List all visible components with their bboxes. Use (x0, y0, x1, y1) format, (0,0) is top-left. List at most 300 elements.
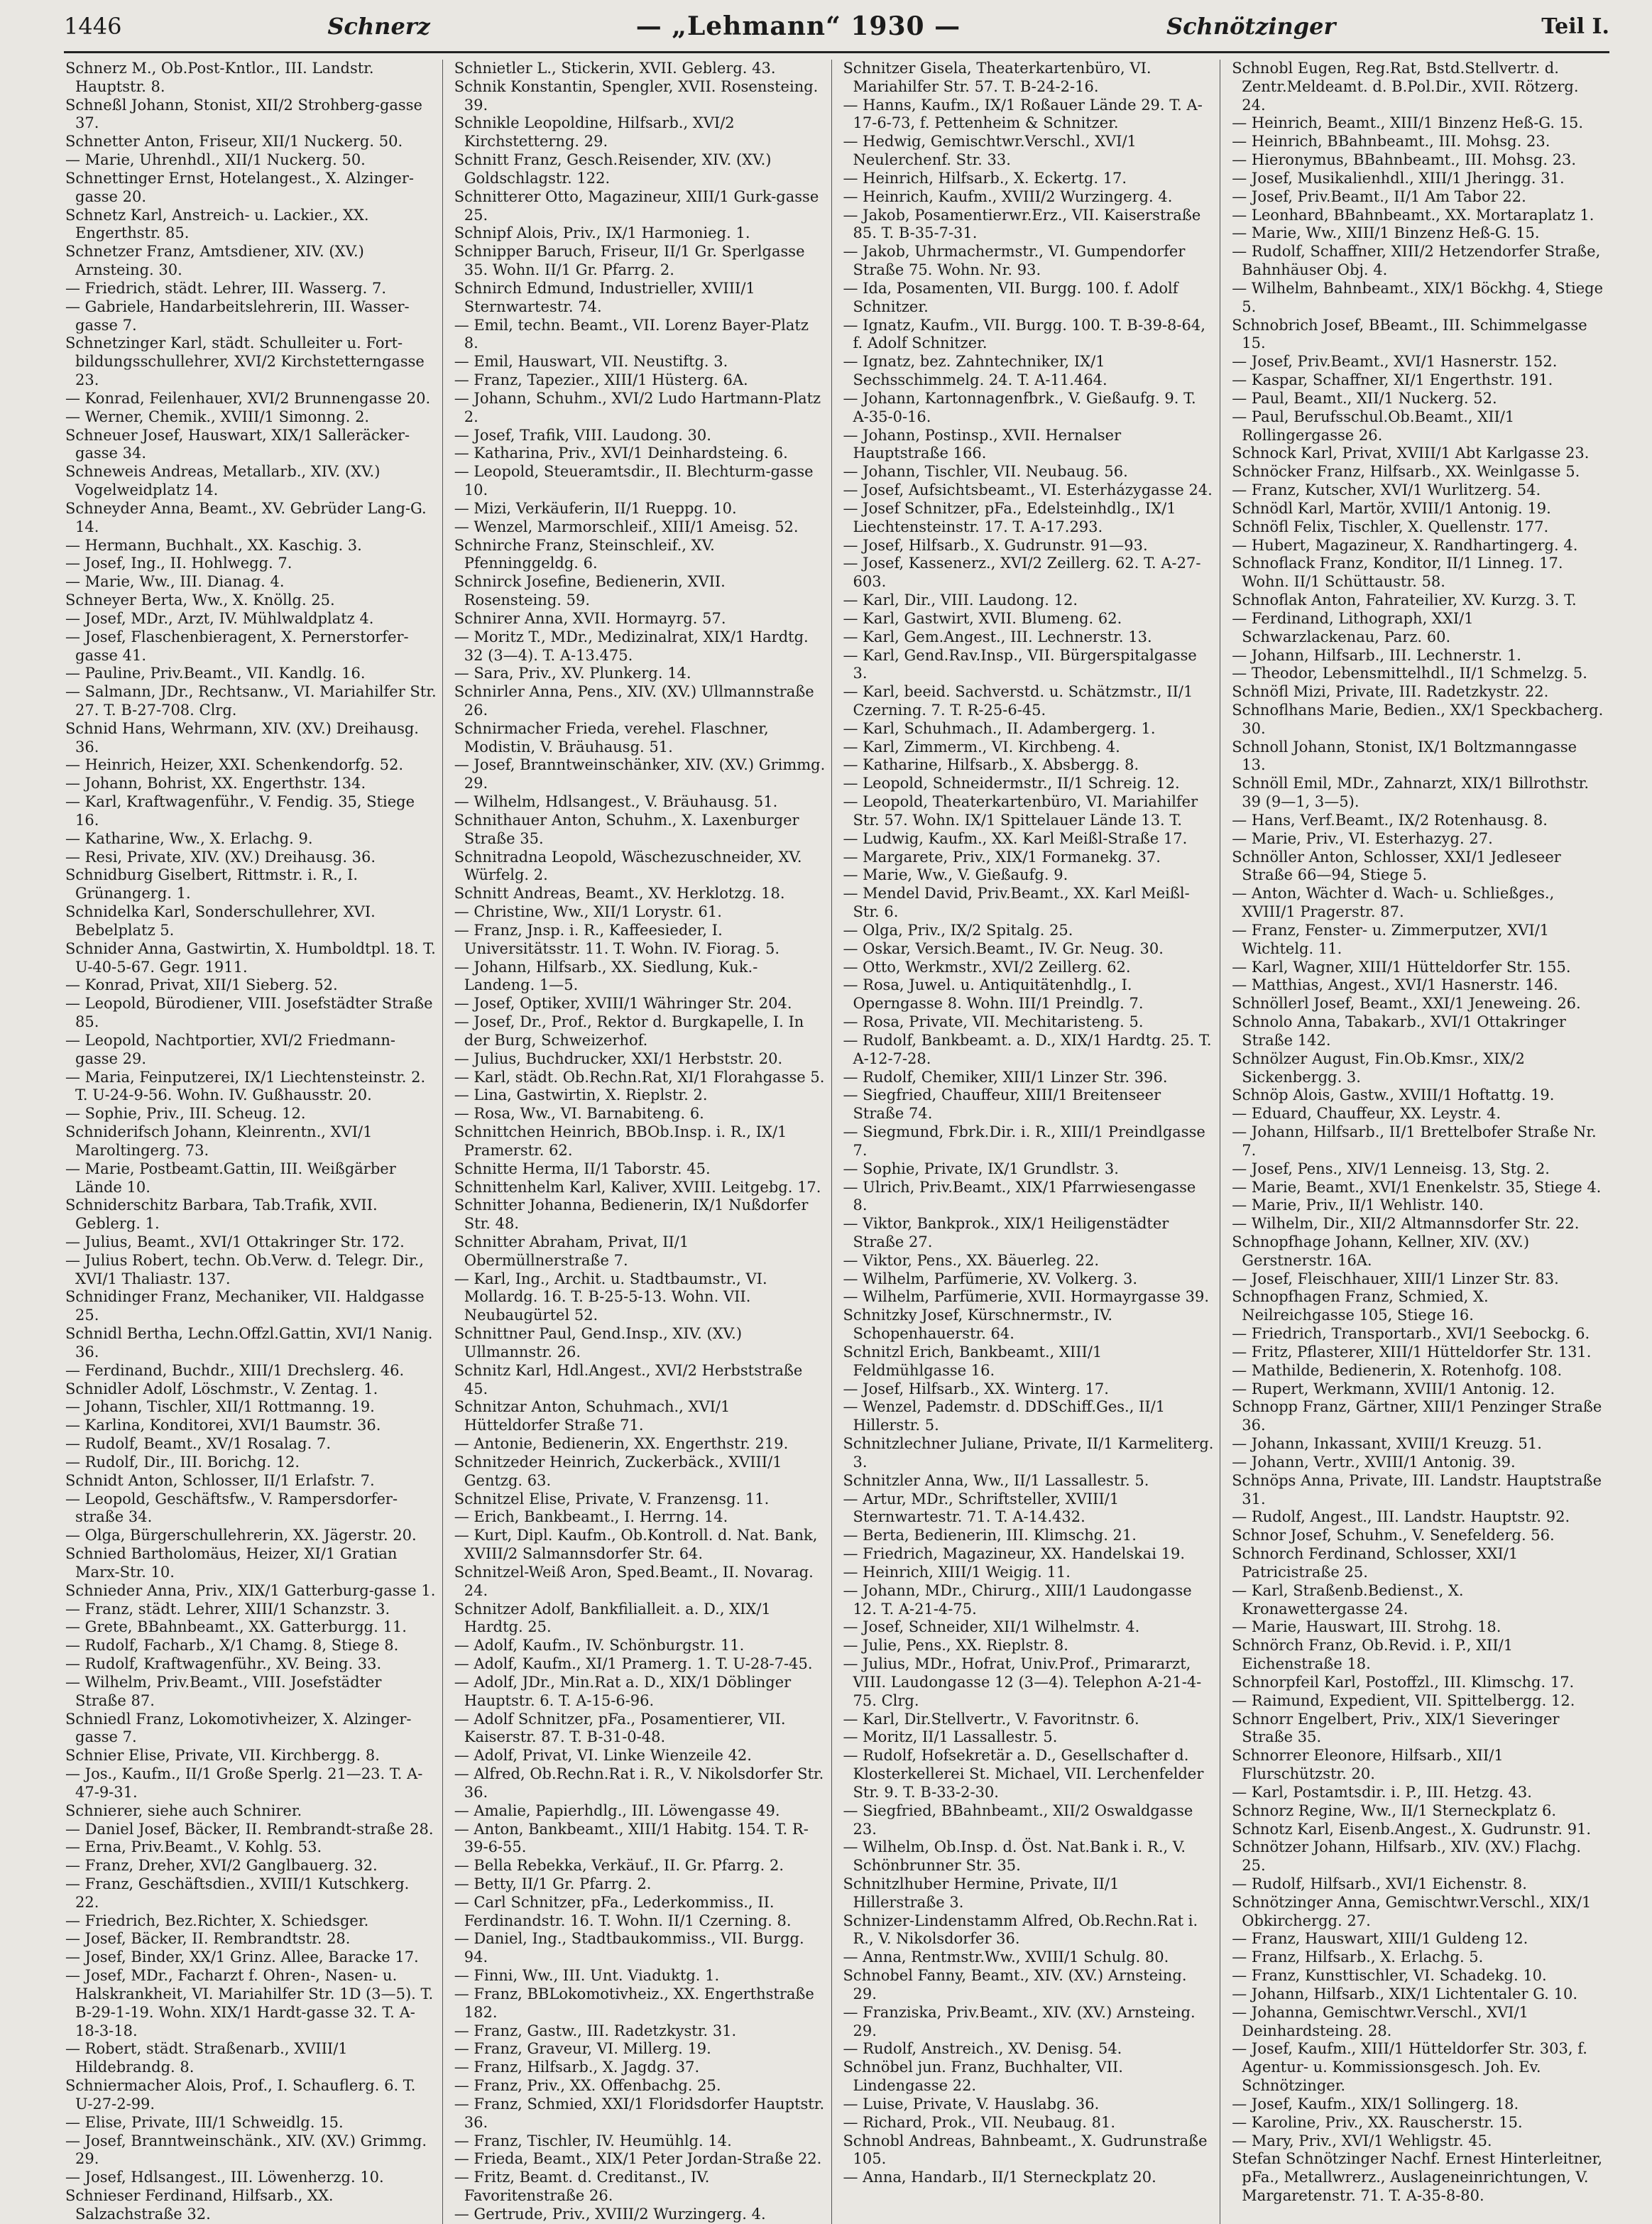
directory-entry: Schniedl Franz, Lokomotivheizer, X. Alzinger-gasse 7. (65, 1710, 412, 1746)
directory-entry: — Josef, Hilfsarb., XX. Winterg. 17. (843, 1380, 1109, 1397)
directory-entry: Schnierer, siehe auch Schnirer. (65, 1801, 302, 1819)
directory-entry: — Wenzel, Marmorschleif., XIII/1 Ameisg. 52. (454, 518, 799, 535)
directory-entry: — Betty, II/1 Gr. Pfarrg. 2. (454, 1875, 652, 1892)
directory-entry: — Rupert, Werkmann, XVIII/1 Antonig. 12. (1232, 1380, 1555, 1397)
directory-entry: — Gertrude, Priv., XVIII/2 Wurzingerg. 4. (454, 2205, 766, 2223)
directory-entry: Schnöfl Felix, Tischler, X. Quellenstr. 177. (1232, 518, 1549, 535)
directory-entry: — Josef, Schneider, XII/1 Wilhelmstr. 4. (843, 1618, 1140, 1636)
column-1 (64, 60, 443, 2224)
directory-entry: — Johann, Tischler, XII/1 Rottmanng. 19. (65, 1398, 375, 1416)
directory-entry: — Johann, Inkassant, XVIII/1 Kreuzg. 51. (1232, 1435, 1542, 1453)
directory-entry: — Ferdinand, Lithograph, XXI/1 Schwarzlackenau, Parz. 60. (1232, 609, 1474, 645)
directory-entry: — Johann, Vertr., XVIII/1 Antonig. 39. (1232, 1453, 1516, 1471)
directory-entry: Schnorrer Eleonore, Hilfsarb., XII/1 Flurschützstr. 20. (1232, 1747, 1504, 1783)
directory-entry: Schnidburg Giselbert, Rittmstr. i. R., I. Grünangerg. 1. (65, 866, 359, 903)
directory-entry: Schniderifsch Johann, Kleinrentn., XVI/1 Maroltingerg. 73. (65, 1123, 373, 1159)
directory-entry: — Siegfried, BBahnbeamt., XII/2 Oswaldgasse 23. (843, 1801, 1193, 1838)
directory-entry: — Rudolf, Bankbeamt. a. D., XIX/1 Hardtg. 25. T. A-12-7-28. (843, 1031, 1212, 1067)
directory-entry: — Josef, Hilfsarb., X. Gudrunstr. 91—93. (843, 536, 1148, 554)
directory-entry: Schnötzer Johann, Hilfsarb., XIV. (XV.) Flachg. 25. (1232, 1838, 1582, 1875)
header-last-entry: Schnötzinger (1166, 13, 1336, 40)
directory-entry: — Franz, Fenster- u. Zimmerputzer, XVI/1 Wichtelg. 11. (1232, 921, 1550, 957)
directory-entry: — Heinrich, BBahnbeamt., III. Mohsg. 23. (1232, 133, 1550, 151)
directory-entry: — Katharine, Ww., X. Erlachg. 9. (65, 829, 313, 847)
directory-entry: — Franz, Hilfsarb., X. Jagdg. 37. (454, 2059, 700, 2076)
directory-entry: Schnoflak Anton, Fahrateilier, XV. Kurzg. 3. T. (1232, 592, 1577, 609)
directory-entry: — Josef, Musikalienhdl., XIII/1 Jheringg. 31. (1232, 169, 1565, 187)
column-4 (1230, 60, 1609, 2224)
directory-entry: — Marie, Beamt., XVI/1 Enenkelstr. 35, Stiege 4. (1232, 1178, 1602, 1196)
directory-entry: — Heinrich, XIII/1 Weigig. 11. (843, 1563, 1071, 1581)
directory-entry: — Wilhelm, Dir., XII/2 Altmannsdorfer Str. 22. (1232, 1215, 1580, 1233)
directory-entry: — Wilhelm, Parfümerie, XVII. Hormayrgasse 39. (843, 1288, 1210, 1306)
directory-entry: — Marie, Ww., V. Gießaufg. 9. (843, 866, 1068, 884)
directory-entry: — Lina, Gastwirtin, X. Rieplstr. 2. (454, 1086, 708, 1104)
directory-entry: — Moritz T., MDr., Medizinalrat, XIX/1 Hardtg. 32 (3—4). T. A-13.475. (454, 628, 809, 664)
directory-entry: Schnieser Ferdinand, Hilfsarb., XX. Salzachstraße 32. (65, 2187, 334, 2223)
directory-entry: — Gabriele, Handarbeitslehrerin, III. Wasser-gasse 7. (65, 298, 410, 334)
directory-entry: Schnirer Anna, XVII. Hormayrg. 57. (454, 609, 726, 627)
directory-entry: — Johann, Kartonnagenfbrk., V. Gießaufg. 9. T. A-35-0-16. (843, 389, 1196, 425)
directory-entry: Schneweis Andreas, Metallarb., XIV. (XV.) Vogelweidplatz 14. (65, 463, 381, 499)
directory-entry: Schnitzler Anna, Ww., II/1 Lassallestr. 5. (843, 1471, 1149, 1489)
directory-entry: — Franz, Jnsp. i. R., Kaffeesieder, I. Universitätsstr. 11. T. Wohn. IV. Fiorag. 5. (454, 921, 779, 957)
directory-entry: — Alfred, Ob.Rechn.Rat i. R., V. Nikolsdorfer Str. 36. (454, 1765, 824, 1801)
directory-entry: — Marie, Ww., XIII/1 Binzenz Heß-G. 15. (1232, 224, 1540, 242)
directory-entry: — Rudolf, Chemiker, XIII/1 Linzer Str. 396. (843, 1068, 1168, 1086)
directory-entry: — Paul, Berufsschul.Ob.Beamt., XII/1 Rollingergasse 26. (1232, 408, 1515, 444)
directory-entry: Schnithauer Anton, Schuhm., X. Laxenburger Straße 35. (454, 811, 799, 847)
directory-entry: Schnetz Karl, Anstreich- u. Lackier., XX. Engerthstr. 85. (65, 206, 369, 242)
directory-entry: — Paul, Beamt., XII/1 Nuckerg. 52. (1232, 389, 1497, 407)
directory-entry: Schnirmacher Frieda, verehel. Flaschner, Modistin, V. Bräuhausg. 51. (454, 719, 769, 756)
directory-entry: Schnirche Franz, Steinschleif., XV. Pfenninggeldg. 6. (454, 536, 715, 572)
directory-entry: — Josef, Bäcker, II. Rembrandtstr. 28. (65, 1930, 351, 1948)
directory-entry: Schnötzinger Anna, Gemischtwr.Verschl., XIX/1 Obkirchergg. 27. (1232, 1893, 1592, 1929)
directory-entry: — Johann, Schuhm., XVI/2 Ludo Hartmann-Platz 2. (454, 389, 821, 425)
directory-entry: — Josef, MDr., Arzt, IV. Mühlwaldplatz 4. (65, 609, 374, 627)
directory-entry: — Karl, Postamtsdir. i. P., III. Hetzg. 43. (1232, 1783, 1532, 1801)
directory-entry: Schnöp Alois, Gastw., XVIII/1 Hoftattg. 19. (1232, 1086, 1555, 1104)
directory-entry: — Rosa, Private, VII. Mechitaristeng. 5. (843, 1013, 1144, 1031)
directory-entry: — Pauline, Priv.Beamt., VII. Kandlg. 16. (65, 665, 366, 682)
directory-entry: Schnörch Franz, Ob.Revid. i. P., XII/1 Eichenstraße 18. (1232, 1637, 1514, 1673)
directory-entry: Schnolo Anna, Tabakarb., XVI/1 Ottakringer Straße 142. (1232, 1013, 1566, 1049)
directory-entry: Schnitz Karl, Hdl.Angest., XVI/2 Herbststraße 45. (454, 1361, 803, 1397)
directory-entry: Schnöllerl Josef, Beamt., XXI/1 Jeneweing. 26. (1232, 995, 1581, 1013)
directory-entry: — Adolf, Kaufm., XI/1 Pramerg. 1. T. U-28-7-45. (454, 1655, 813, 1673)
directory-entry: — Richard, Prok., VII. Neubaug. 81. (843, 2113, 1116, 2131)
directory-entry: — Johann, Hilfsarb., XX. Siedlung, Kuk.-Landeng. 1—5. (454, 958, 758, 994)
directory-entry: — Franz, Hilfsarb., X. Erlachg. 5. (1232, 1948, 1484, 1966)
directory-entry: — Josef, Branntweinschänker, XIV. (XV.) Grimmg. 29. (454, 756, 826, 792)
directory-entry: Schnier Elise, Private, VII. Kirchbergg. 8. (65, 1747, 380, 1765)
directory-entry: Schnirch Edmund, Industrieller, XVIII/1 Sternwartestr. 74. (454, 279, 755, 315)
directory-entry: Schnetter Anton, Friseur, XII/1 Nuckerg. 50. (65, 133, 403, 151)
directory-entry: — Johann, Tischler, VII. Neubaug. 56. (843, 463, 1128, 481)
directory-entry: — Leonhard, BBahnbeamt., XX. Mortaraplatz 1. (1232, 206, 1594, 224)
directory-entry: — Heinrich, Heizer, XXI. Schenkendorfg. 52. (65, 756, 404, 774)
directory-entry: — Josef, Priv.Beamt., XVI/1 Hasnerstr. 152. (1232, 353, 1558, 371)
directory-entry: — Otto, Werkmstr., XVI/2 Zeillerg. 62. (843, 958, 1131, 976)
directory-entry: Schnik Konstantin, Spengler, XVII. Rosensteing. 39. (454, 77, 819, 114)
directory-entry: — Rudolf, Dir., III. Borichg. 12. (65, 1453, 300, 1471)
directory-entry: — Sophie, Private, IX/1 Grundlstr. 3. (843, 1160, 1119, 1177)
directory-entry: — Luise, Private, V. Hauslabg. 36. (843, 2095, 1100, 2113)
directory-entry: — Josef, Optiker, XVIII/1 Währinger Str. 204. (454, 995, 792, 1013)
directory-entry: — Rudolf, Facharb., X/1 Chamg. 8, Stiege 8. (65, 1637, 399, 1655)
directory-entry: — Rudolf, Angest., III. Landstr. Hauptstr. 92. (1232, 1508, 1570, 1526)
directory-entry: — Mathilde, Bedienerin, X. Rotenhofg. 108. (1232, 1361, 1563, 1379)
directory-entry: Schnidinger Franz, Mechaniker, VII. Haldgasse 25. (65, 1288, 425, 1324)
directory-entry: — Frieda, Beamt., XIX/1 Peter Jordan-Straße 22. (454, 2150, 822, 2168)
directory-entry: — Wilhelm, Parfümerie, XV. Volkerg. 3. (843, 1270, 1138, 1287)
directory-entry: Schniermacher Alois, Prof., I. Schauflerg. 6. T. U-27-2-99. (65, 2077, 416, 2113)
directory-entry: Schnitzlechner Juliane, Private, II/1 Karmeliterg. 3. (843, 1435, 1214, 1471)
directory-entry: — Wilhelm, Hdlsangest., V. Bräuhausg. 51. (454, 793, 778, 811)
directory-entry: — Antonie, Bedienerin, XX. Engerthstr. 219. (454, 1435, 789, 1453)
directory-entry: — Franz, Hauswart, XIII/1 Guldeng 12. (1232, 1930, 1528, 1948)
directory-entry: — Wenzel, Pademstr. d. DDSchiff.Ges., II/1 Hillerstr. 5. (843, 1398, 1166, 1434)
directory-entry: Schnöll Emil, MDr., Zahnarzt, XIX/1 Billrothstr. 39 (9—1, 3—5). (1232, 775, 1590, 811)
directory-entry: — Marie, Uhrenhdl., XII/1 Nuckerg. 50. (65, 151, 366, 169)
directory-entry: Schnobl Eugen, Reg.Rat, Bstd.Stellvertr. d. Zentr.Meldeamt. d. B.Pol.Dir., XVII. Rötzerg. 24. (1232, 60, 1579, 114)
directory-entry: — Jakob, Uhrmachermstr., VI. Gumpendorfer Straße 75. Wohn. Nr. 93. (843, 243, 1186, 279)
directory-entry: — Franz, Gastw., III. Radetzkystr. 31. (454, 2022, 737, 2039)
directory-entry: Schnopfhagen Franz, Schmied, X. Neilreichgasse 105, Stiege 16. (1232, 1288, 1489, 1324)
directory-entry: — Johann, MDr., Chirurg., XIII/1 Laudongasse 12. T. A-21-4-75. (843, 1581, 1192, 1618)
directory-entry: — Ignatz, bez. Zahntechniker, IX/1 Sechsschimmelg. 24. T. A-11.464. (843, 353, 1107, 389)
directory-entry: — Olga, Priv., IX/2 Spitalg. 25. (843, 921, 1073, 939)
directory-entry: Schnitt Andreas, Beamt., XV. Herklotzg. 18. (454, 885, 785, 903)
directory-entry: Schnock Karl, Privat, XVIII/1 Abt Karlgasse 23. (1232, 445, 1590, 462)
directory-entry: — Erich, Bankbeamt., I. Herrng. 14. (454, 1508, 728, 1526)
directory-entry: — Matthias, Angest., XVI/1 Hasnerstr. 146. (1232, 976, 1558, 994)
directory-entry: — Moritz, II/1 Lassallestr. 5. (843, 1728, 1058, 1746)
directory-entry: Schnitter Johanna, Bedienerin, IX/1 Nußdorfer Str. 48. (454, 1197, 809, 1233)
directory-entry: Schnidt Anton, Schlosser, II/1 Erlafstr. 7. (65, 1471, 375, 1489)
part-label: Teil I. (1541, 13, 1609, 39)
directory-entry: — Marie, Postbeamt.Gattin, III. Weißgärber Lände 10. (65, 1160, 396, 1196)
directory-entry: — Leopold, Steueramtsdir., II. Blechturm-gasse 10. (454, 463, 814, 499)
directory-entry: — Karl, Kraftwagenführ., V. Fendig. 35, Stiege 16. (65, 793, 415, 829)
directory-entry: — Margarete, Priv., XIX/1 Formanekg. 37. (843, 848, 1161, 866)
directory-entry: — Rosa, Juwel. u. Antiquitätenhdlg., I. Operngasse 8. Wohn. III/1 Preindlg. 7. (843, 976, 1144, 1013)
directory-entry: — Christine, Ww., XII/1 Lorystr. 61. (454, 903, 722, 921)
directory-entry: — Karl, städt. Ob.Rechn.Rat, XI/1 Florahgasse 5. (454, 1068, 825, 1086)
directory-entry: Schnitzer Adolf, Bankfilialleit. a. D., XIX/1 Hardtg. 25. (454, 1600, 771, 1636)
directory-entry: — Franz, Kutscher, XVI/1 Wurlitzerg. 54. (1232, 481, 1541, 499)
directory-entry: Schnittenhelm Karl, Kaliver, XVIII. Leitgebg. 17. (454, 1178, 821, 1196)
directory-entry: — Oskar, Versich.Beamt., IV. Gr. Neug. 30. (843, 939, 1164, 957)
directory-entry: Schniderschitz Barbara, Tab.Trafik, XVII. Geblerg. 1. (65, 1197, 378, 1233)
directory-entry: — Josef, Binder, XX/1 Grinz. Allee, Baracke 17. (65, 1948, 419, 1966)
directory-entry: — Siegmund, Fbrk.Dir. i. R., XIII/1 Preindlgasse 7. (843, 1123, 1205, 1159)
directory-entry: — Hubert, Magazineur, X. Randhartingerg. 4. (1232, 536, 1578, 554)
directory-entry: — Karl, Gem.Angest., III. Lechnerstr. 13. (843, 628, 1152, 645)
directory-entry: Schnikle Leopoldine, Hilfsarb., XVI/2 Kirchstetterng. 29. (454, 114, 735, 151)
directory-entry: — Julius, MDr., Hofrat, Univ.Prof., Primararzt, VIII. Laudongasse 12 (3—4). Telephon A-21-4-75. Clrg. (843, 1655, 1202, 1709)
directory-entry: — Heinrich, Hilfsarb., X. Eckertg. 17. (843, 169, 1127, 187)
directory-entry: — Josef, Kassenerz., XVI/2 Zeillerg. 62. T. A-27-603. (843, 555, 1201, 591)
directory-entry: — Fritz, Beamt. d. Creditanst., IV. Favoritenstraße 26. (454, 2169, 710, 2205)
directory-entry: Schnerz M., Ob.Post-Kntlor., III. Landstr. Hauptstr. 8. (65, 60, 374, 95)
directory-entry: — Hanns, Kaufm., IX/1 Roßauer Lände 29. T. A-17-6-73, f. Pettenheim & Schnitzer. (843, 96, 1203, 132)
directory-entry: — Johanna, Gemischtwr.Verschl., XVI/1 Deinhardsteing. 28. (1232, 2003, 1529, 2039)
directory-entry: — Franz, Priv., XX. Offenbachg. 25. (454, 2077, 721, 2095)
directory-entry: — Heinrich, Kaufm., XVIII/2 Wurzingerg. 4. (843, 187, 1173, 205)
directory-entry: Schnitzky Josef, Kürschnermstr., IV. Schopenhauerstr. 64. (843, 1307, 1113, 1343)
directory-entry: — Karl, Zimmerm., VI. Kirchbeng. 4. (843, 738, 1120, 756)
directory-entry: — Julius, Beamt., XVI/1 Ottakringer Str. 172. (65, 1233, 405, 1250)
directory-entry: Schnitzeder Heinrich, Zuckerbäck., XVIII/1 Gentzg. 63. (454, 1453, 782, 1489)
directory-entry: Schnopp Franz, Gärtner, XIII/1 Penzinger Straße 36. (1232, 1398, 1602, 1434)
directory-entry: — Leopold, Nachtportier, XVI/2 Friedmann-gasse 29. (65, 1031, 395, 1067)
directory-entry: — Amalie, Papierhdlg., III. Löwengasse 49. (454, 1801, 780, 1819)
directory-entry: Schnotz Karl, Eisenb.Angest., X. Gudrunstr. 91. (1232, 1820, 1592, 1838)
directory-entry: Schnoflack Franz, Konditor, II/1 Linneg. 17. Wohn. II/1 Schüttaustr. 58. (1232, 555, 1563, 591)
directory-entry: Schnitter Abraham, Privat, II/1 Obermüllnerstraße 7. (454, 1233, 689, 1269)
directory-entry: — Karl, Dir.Stellvertr., V. Favoritnstr. 6. (843, 1710, 1139, 1728)
directory-entry: — Maria, Feinputzerei, IX/1 Liechtensteinstr. 2. T. U-24-9-56. Wohn. IV. Gußhausstr. 20. (65, 1068, 426, 1104)
directory-entry: Schnipf Alois, Priv., IX/1 Harmonieg. 1. (454, 224, 750, 242)
directory-entry: — Josef, Aufsichtsbeamt., VI. Esterházygasse 24. (843, 481, 1213, 499)
directory-entry: Schnitte Herma, II/1 Taborstr. 45. (454, 1160, 711, 1177)
directory-entry: Schnitzel-Weiß Aron, Sped.Beamt., II. Novarag. 24. (454, 1563, 814, 1599)
directory-entry: — Artur, MDr., Schriftsteller, XVIII/1 Sternwartestr. 71. T. A-14.432. (843, 1490, 1120, 1526)
directory-entry: — Johann, Hilfsarb., II/1 Brettelbofer Straße Nr. 7. (1232, 1123, 1597, 1159)
directory-entry: Stefan Schnötzinger Nachf. Ernest Hinterleitner, pFa., Metallwrerz., Auslageneinrichtungen, V. Margaretenstr. 71. T. A-35-8-80. (1232, 2150, 1603, 2205)
directory-entry: — Kaspar, Schaffner, XI/1 Engerthstr. 191. (1232, 371, 1553, 389)
directory-entry: — Jakob, Posamentierwr.Erz., VII. Kaiserstraße 85. T. B-35-7-31. (843, 206, 1201, 242)
directory-entry: — Eduard, Chauffeur, XX. Leystr. 4. (1232, 1105, 1501, 1123)
directory-entry: — Johann, Bohrist, XX. Engerthstr. 134. (65, 775, 366, 792)
directory-entry: — Adolf, JDr., Min.Rat a. D., XIX/1 Döblinger Hauptstr. 6. T. A-15-6-96. (454, 1673, 792, 1709)
directory-entry: Schnittchen Heinrich, BBOb.Insp. i. R., IX/1 Pramerstr. 62. (454, 1123, 787, 1159)
directory-entry: Schnieder Anna, Priv., XIX/1 Gatterburg-gasse 1. (65, 1581, 436, 1599)
directory-entry: — Karoline, Priv., XX. Rauscherstr. 15. (1232, 2113, 1523, 2131)
directory-entry: Schnitterer Otto, Magazineur, XIII/1 Gurk-gasse 25. (454, 187, 819, 224)
directory-entry: Schnöps Anna, Private, III. Landstr. Hauptstraße 31. (1232, 1471, 1602, 1508)
directory-entry: — Franz, Tapezier., XIII/1 Hüsterg. 6A. (454, 371, 748, 389)
directory-entry: — Karl, Schuhmach., II. Adambergerg. 1. (843, 719, 1156, 737)
directory-entry: — Anna, Handarb., II/1 Sterneckplatz 20. (843, 2169, 1156, 2186)
directory-entry: Schnobel Fanny, Beamt., XIV. (XV.) Arnsteing. 29. (843, 1967, 1187, 2002)
directory-entry: — Josef, Pens., XIV/1 Lenneisg. 13, Stg. 2. (1232, 1160, 1550, 1177)
directory-entry: Schnirler Anna, Pens., XIV. (XV.) Ullmannstraße 26. (454, 683, 814, 719)
directory-entry: — Anton, Bankbeamt., XIII/1 Habitg. 154. T. R-39-6-55. (454, 1820, 809, 1856)
header-rule (64, 51, 1609, 53)
directory-entry: — Franz, Graveur, VI. Millerg. 19. (454, 2040, 711, 2058)
directory-entry: — Carl Schnitzer, pFa., Lederkommiss., II. Ferdinandstr. 16. T. Wohn. II/1 Czerning. 8. (454, 1893, 792, 1929)
directory-entry: — Salmann, JDr., Rechtsanw., VI. Mariahilfer Str. 27. T. B-27-708. Clrg. (65, 683, 437, 719)
directory-entry: — Marie, Hauswart, III. Strohg. 18. (1232, 1618, 1501, 1636)
directory-entry: Schnorr Engelbert, Priv., XIX/1 Sieveringer Straße 35. (1232, 1710, 1560, 1746)
directory-entry: — Mizi, Verkäuferin, II/1 Rueppg. 10. (454, 499, 737, 517)
directory-entry: Schnöfl Mizi, Private, III. Radetzkystr. 22. (1232, 683, 1549, 701)
directory-entry: Schnetzer Franz, Amtsdiener, XIV. (XV.) Arnsteing. 30. (65, 243, 364, 279)
directory-entry: — Leopold, Schneidermstr., II/1 Schreig. 12. (843, 775, 1180, 792)
directory-entry: — Kurt, Dipl. Kaufm., Ob.Kontroll. d. Nat. Bank, XVIII/2 Salmannsdorfer Str. 64. (454, 1527, 818, 1563)
directory-entry: — Karl, Dir., VIII. Laudong. 12. (843, 592, 1078, 609)
directory-entry: — Wilhelm, Priv.Beamt., VIII. Josefstädter Straße 87. (65, 1673, 382, 1709)
directory-entry: — Karl, Ing., Archit. u. Stadtbaumstr., VI. Mollardg. 16. T. B-25-5-13. Wohn. VII. Neubaugürtel 52. (454, 1270, 767, 1324)
directory-entry: Schnölzer August, Fin.Ob.Kmsr., XIX/2 Sickenbergg. 3. (1232, 1050, 1525, 1086)
directory-entry: Schneyder Anna, Beamt., XV. Gebrüder Lang-G. 14. (65, 499, 427, 535)
directory-entry: — Bella Rebekka, Verkäuf., II. Gr. Pfarrg. 2. (454, 1857, 784, 1875)
directory-entry: — Johann, Hilfsarb., III. Lechnerstr. 1. (1232, 646, 1521, 664)
directory-entry: Schnorz Regine, Ww., II/1 Sterneckplatz 6. (1232, 1801, 1556, 1819)
directory-entry: — Karl, beeid. Sachverstd. u. Schätzmstr., II/1 Czerning. 7. T. R-25-6-45. (843, 683, 1193, 719)
directory-entry: — Karlina, Konditorei, XVI/1 Baumstr. 36. (65, 1417, 381, 1434)
directory-entry: Schnitradna Leopold, Wäschezuschneider, XV. Würfelg. 2. (454, 848, 802, 884)
directory-entry: — Josef, Dr., Prof., Rektor d. Burgkapelle, I. In der Burg, Schweizerhof. (454, 1013, 804, 1049)
directory-entry: Schnöller Anton, Schlosser, XXI/1 Jedleseer Straße 66—94, Stiege 5. (1232, 848, 1561, 884)
directory-entry: — Hedwig, Gemischtwr.Verschl., XVI/1 Neulerchenf. Str. 33. (843, 133, 1137, 169)
directory-entry: — Julie, Pens., XX. Rieplstr. 8. (843, 1637, 1068, 1655)
directory-entry: — Franz, Schmied, XXI/1 Floridsdorfer Hauptstr. 36. (454, 2095, 825, 2131)
directory-entry: — Sara, Priv., XV. Plunkerg. 14. (454, 665, 691, 682)
directory-entry: Schnöcker Franz, Hilfsarb., XX. Weinlgasse 5. (1232, 463, 1580, 481)
directory-entry: Schnobrich Josef, BBeamt., III. Schimmelgasse 15. (1232, 316, 1587, 352)
directory-entry: — Friedrich, Magazineur, XX. Handelskai 19. (843, 1545, 1186, 1563)
directory-entry: Schnor Josef, Schuhm., V. Senefelderg. 56. (1232, 1527, 1555, 1544)
directory-entry: — Emil, techn. Beamt., VII. Lorenz Bayer-Platz 8. (454, 316, 809, 352)
directory-entry: Schnitt Franz, Gesch.Reisender, XIV. (XV.) Goldschlagstr. 122. (454, 151, 772, 187)
page-header (64, 9, 1609, 44)
directory-entry: — Katharine, Hilfsarb., X. Absbergg. 8. (843, 756, 1139, 774)
directory-entry: — Daniel, Ing., Stadtbaukommiss., VII. Burgg. 94. (454, 1930, 804, 1966)
directory-entry: Schnettinger Ernst, Hotelangest., X. Alzinger-gasse 20. (65, 169, 414, 205)
directory-entry: — Siegfried, Chauffeur, XIII/1 Breitenseer Straße 74. (843, 1086, 1161, 1123)
directory-entry: Schnietler L., Stickerin, XVII. Geblerg. 43. (454, 60, 776, 77)
directory-entry: — Marie, Priv., VI. Esterhazyg. 27. (1232, 829, 1493, 847)
directory-columns (64, 60, 1609, 2223)
directory-entry: — Ulrich, Priv.Beamt., XIX/1 Pfarrwiesengasse 8. (843, 1178, 1196, 1214)
directory-entry: — Ignatz, Kaufm., VII. Burgg. 100. T. B-39-8-64, f. Adolf Schnitzer. (843, 316, 1205, 352)
directory-entry: — Johann, Postinsp., XVII. Hernalser Hauptstraße 166. (843, 426, 1122, 462)
directory-entry: — Josef, Kaufm., XIX/1 Sollingerg. 18. (1232, 2095, 1519, 2113)
directory-entry: — Adolf, Privat, VI. Linke Wienzeile 42. (454, 1747, 752, 1765)
directory-entry: — Leopold, Theaterkartenbüro, VI. Mariahilfer Str. 57. Wohn. IX/1 Spittelauer Lände 13. T. (843, 793, 1198, 829)
directory-entry: — Rudolf, Schaffner, XIII/2 Hetzendorfer Straße, Bahnhäuser Obj. 4. (1232, 243, 1601, 279)
directory-entry: — Olga, Bürgerschullehrerin, XX. Jägerstr. 20. (65, 1527, 417, 1544)
directory-entry: Schnizer-Lindenstamm Alfred, Ob.Rechn.Rat i. R., V. Nikolsdorfer 36. (843, 1912, 1198, 1948)
directory-entry: Schnorpfeil Karl, Postoffzl., III. Klimschg. 17. (1232, 1673, 1575, 1691)
directory-entry: — Viktor, Pens., XX. Bäuerleg. 22. (843, 1251, 1100, 1269)
directory-entry: — Rudolf, Hilfsarb., XVI/1 Eichenstr. 8. (1232, 1875, 1527, 1892)
directory-entry: Schnipper Baruch, Friseur, II/1 Gr. Sperlgasse 35. Wohn. II/1 Gr. Pfarrg. 2. (454, 243, 805, 279)
directory-entry: — Anton, Wächter d. Wach- u. Schließges., XVIII/1 Pragerstr. 87. (1232, 885, 1555, 921)
directory-entry: — Finni, Ww., III. Unt. Viaduktg. 1. (454, 1967, 720, 1985)
directory-entry: — Ludwig, Kaufm., XX. Karl Meißl-Straße 17. (843, 829, 1188, 847)
directory-entry: — Hieronymus, BBahnbeamt., III. Mohsg. 23. (1232, 151, 1577, 169)
directory-entry: — Werner, Chemik., XVIII/1 Simonng. 2. (65, 408, 370, 425)
directory-entry: — Josef Schnitzer, pFa., Edelsteinhdlg., IX/1 Liechtensteinstr. 17. T. A-17.293. (843, 499, 1176, 535)
publication-title: — „Lehmann“ 1930 — (635, 11, 961, 41)
directory-entry: — Marie, Ww., III. Dianag. 4. (65, 573, 285, 591)
directory-entry: — Sophie, Priv., III. Scheug. 12. (65, 1105, 306, 1123)
directory-entry: — Raimund, Expedient, VII. Spittelbergg. 12. (1232, 1691, 1575, 1709)
directory-entry: — Josef, MDr., Facharzt f. Ohren-, Nasen- u. Halskrankheit, VI. Mariahilfer Str. 1D (3—5). T. B-29-1-19. Wohn. XIX/1 Hardt-gasse 32. T. A-18-3-18. (65, 1967, 434, 2039)
directory-entry: — Josef, Trafik, VIII. Laudong. 30. (454, 426, 711, 444)
directory-entry: Schnoll Johann, Stonist, IX/1 Boltzmanngasse 13. (1232, 738, 1577, 774)
directory-entry: Schnitzl Erich, Bankbeamt., XIII/1 Feldmühlgasse 16. (843, 1343, 1103, 1379)
directory-entry: — Friedrich, Bez.Richter, X. Schiedsger. (65, 1912, 369, 1929)
directory-entry: — Berta, Bedienerin, III. Klimschg. 21. (843, 1527, 1137, 1544)
directory-entry: — Heinrich, Beamt., XIII/1 Binzenz Heß-G. 15. (1232, 114, 1584, 132)
header-first-entry: Schnerz (327, 13, 430, 40)
directory-entry: Schnöbel jun. Franz, Buchhalter, VII. Lindengasse 22. (843, 2059, 1123, 2095)
directory-entry: — Hermann, Buchhalt., XX. Kaschig. 3. (65, 536, 362, 554)
directory-entry: — Jos., Kaufm., II/1 Große Sperlg. 21—23. T. A-47-9-31. (65, 1765, 423, 1801)
directory-entry: Schnider Anna, Gastwirtin, X. Humboldtpl. 18. T. U-40-5-67. Gegr. 1911. (65, 939, 436, 976)
directory-entry: — Franz, Geschäftsdien., XVIII/1 Kutschkerg. 22. (65, 1875, 410, 1911)
directory-entry: Schnitzar Anton, Schuhmach., XVI/1 Hütteldorfer Straße 71. (454, 1398, 731, 1434)
directory-entry: Schnid Hans, Wehrmann, XIV. (XV.) Dreihausg. 36. (65, 719, 419, 756)
directory-entry: Schnidl Bertha, Lechn.Offzl.Gattin, XVI/1 Nanig. 36. (65, 1325, 433, 1361)
directory-entry: — Ferdinand, Buchdr., XIII/1 Drechslerg. 46. (65, 1361, 405, 1379)
directory-entry: — Wilhelm, Bahnbeamt., XIX/1 Böckhg. 4, Stiege 5. (1232, 279, 1604, 315)
directory-entry: Schnirck Josefine, Bedienerin, XVII. Rosensteing. 59. (454, 573, 726, 609)
directory-entry: Schnopfhage Johann, Kellner, XIV. (XV.) Gerstnerstr. 16A. (1232, 1233, 1530, 1269)
directory-entry: Schnitzel Elise, Private, V. Franzensg. 11. (454, 1490, 770, 1508)
directory-entry: — Josef, Branntweinschänk., XIV. (XV.) Grimmg. 29. (65, 2132, 427, 2168)
directory-entry: — Friedrich, städt. Lehrer, III. Wasserg. 7. (65, 279, 387, 297)
directory-entry: — Rosa, Ww., VI. Barnabiteng. 6. (454, 1105, 704, 1123)
directory-entry: — Ida, Posamenten, VII. Burgg. 100. f. Adolf Schnitzer. (843, 279, 1178, 315)
directory-entry: — Viktor, Bankprok., XIX/1 Heiligenstädter Straße 27. (843, 1215, 1169, 1250)
directory-entry: — Rudolf, Beamt., XV/1 Rosalag. 7. (65, 1435, 331, 1453)
directory-entry: Schnidler Adolf, Löschmstr., V. Zentag. 1. (65, 1380, 378, 1397)
directory-entry: — Mary, Priv., XVI/1 Wehligstr. 45. (1232, 2132, 1492, 2149)
directory-entry: Schnidelka Karl, Sonderschullehrer, XVI. Bebelplatz 5. (65, 903, 376, 939)
directory-entry: — Rudolf, Hofsekretär a. D., Gesellschafter d. Klosterkellerei St. Michael, VII. Lerchenfelder Str. 9. T. B-33-2-30. (843, 1747, 1204, 1801)
directory-entry: — Resi, Private, XIV. (XV.) Dreihausg. 36. (65, 848, 376, 866)
directory-entry: Schnorch Ferdinand, Schlosser, XXI/1 Patricistraße 25. (1232, 1545, 1519, 1581)
directory-entry: — Josef, Ing., II. Hohlwegg. 7. (65, 555, 292, 572)
directory-entry: — Julius, Buchdrucker, XXI/1 Herbststr. 20. (454, 1050, 783, 1067)
directory-entry: — Daniel Josef, Bäcker, II. Rembrandt-straße 28. (65, 1820, 434, 1838)
directory-entry: — Karl, Gastwirt, XVII. Blumeng. 62. (843, 609, 1122, 627)
directory-entry: — Karl, Wagner, XIII/1 Hütteldorfer Str. 155. (1232, 958, 1571, 976)
directory-entry: — Josef, Hdlsangest., III. Löwenherzg. 10. (65, 2169, 384, 2186)
directory-entry: — Erna, Priv.Beamt., V. Kohlg. 53. (65, 1838, 322, 1856)
column-3 (842, 60, 1221, 2224)
directory-entry: — Marie, Priv., II/1 Wehlistr. 140. (1232, 1197, 1484, 1214)
directory-entry: — Friedrich, Transportarb., XVI/1 Seebockg. 6. (1232, 1325, 1590, 1343)
directory-entry: — Franz, Tischler, IV. Heumühlg. 14. (454, 2132, 732, 2149)
directory-entry: — Adolf Schnitzer, pFa., Posamentierer, VII. Kaiserstr. 87. T. B-31-0-48. (454, 1710, 786, 1746)
directory-entry: — Josef, Priv.Beamt., II/1 Am Tabor 22. (1232, 187, 1526, 205)
directory-entry: — Julius Robert, techn. Ob.Verw. d. Telegr. Dir., XVI/1 Thaliastr. 137. (65, 1251, 424, 1287)
directory-entry: — Katharina, Priv., XVI/1 Deinhardsteing. 6. (454, 445, 788, 462)
directory-entry: — Karl, Gend.Rav.Insp., VII. Bürgerspitalgasse 3. (843, 646, 1197, 682)
directory-entry: Schnobl Andreas, Bahnbeamt., X. Gudrunstraße 105. (843, 2132, 1208, 2168)
directory-entry: — Mendel David, Priv.Beamt., XX. Karl Meißl-Str. 6. (843, 885, 1190, 921)
directory-entry: Schneuer Josef, Hauswart, XIX/1 Salleräcker-gasse 34. (65, 426, 410, 462)
directory-entry: — Theodor, Lebensmittelhdl., II/1 Schmelzg. 5. (1232, 665, 1587, 682)
directory-entry: — Johann, Hilfsarb., XIX/1 Lichtentaler G. 10. (1232, 1985, 1577, 2002)
directory-entry: — Rudolf, Anstreich., XV. Denisg. 54. (843, 2040, 1122, 2058)
directory-entry: — Josef, Fleischhauer, XIII/1 Linzer Str. 83. (1232, 1270, 1559, 1287)
directory-entry: — Josef, Flaschenbieragent, X. Pernerstorfer-gasse 41. (65, 628, 409, 664)
directory-entry: — Anna, Rentmstr.Ww., XVIII/1 Schulg. 80. (843, 1948, 1169, 1966)
directory-entry: — Franz, BBLokomotivheiz., XX. Engerthstraße 182. (454, 1985, 814, 2021)
directory-entry: — Hans, Verf.Beamt., IX/2 Rotenhausg. 8. (1232, 811, 1548, 829)
directory-entry: — Adolf, Kaufm., IV. Schönburgstr. 11. (454, 1637, 745, 1655)
directory-entry: — Josef, Kaufm., XIII/1 Hütteldorfer Str. 303, f. Agentur- u. Kommissionsgesch. Joh. Ev. Schnötzinger. (1232, 2040, 1587, 2095)
